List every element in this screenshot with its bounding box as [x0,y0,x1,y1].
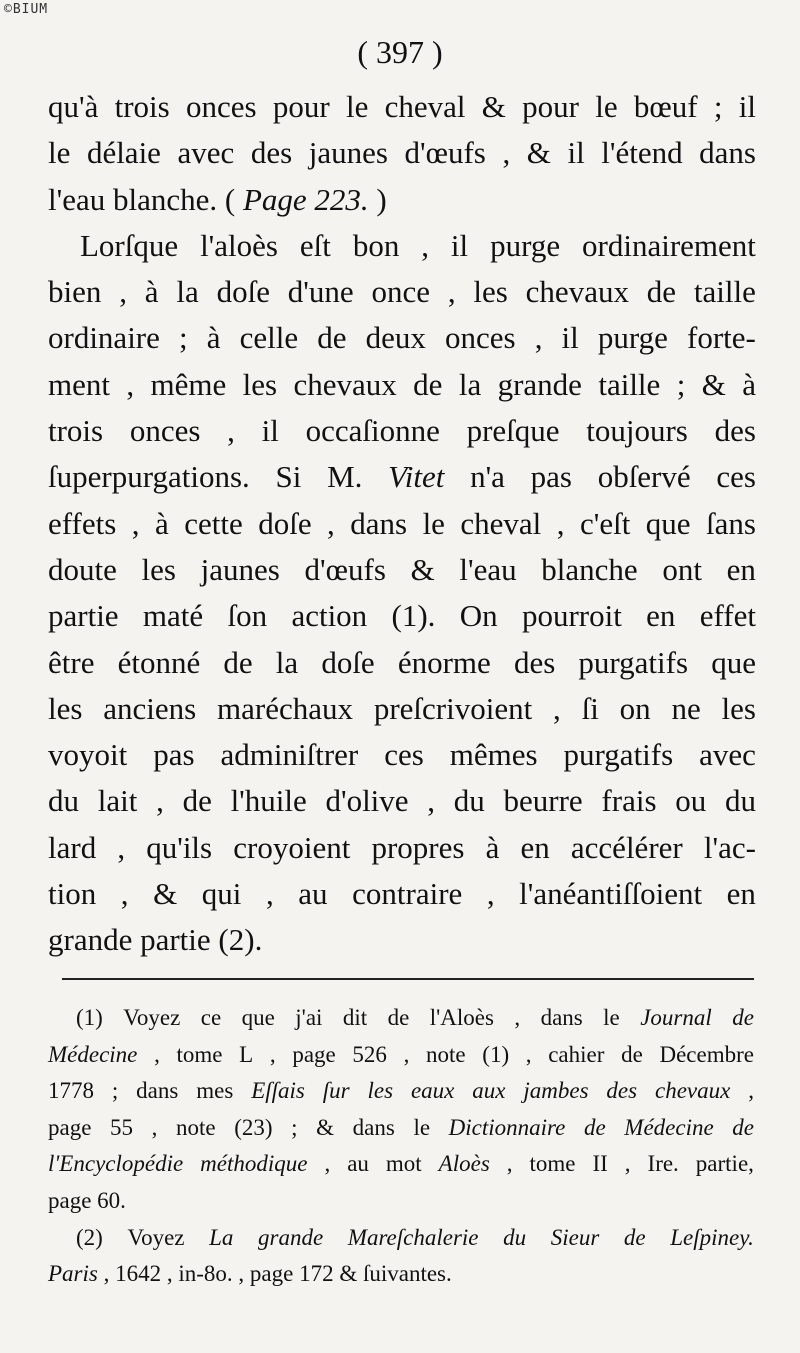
word: (2) [76,1224,103,1250]
text-line [48,362,756,408]
text-line [48,315,756,361]
text-line [48,501,756,547]
word: des [606,1078,638,1104]
word: preſcrivoient [373,690,533,726]
word: occaſionne [305,413,440,449]
word: 1642 [115,1261,162,1287]
word: obſervé [597,459,691,495]
word: à [485,829,500,865]
word: de [182,783,212,819]
word: ; [713,89,723,124]
word: d'œufs [304,551,386,587]
word: trois [48,413,104,449]
word: grande [258,1224,324,1250]
word: , [324,1151,331,1177]
word: on [619,690,651,726]
word: On [459,598,498,634]
word: note [176,1114,216,1140]
word: dans [350,505,408,541]
footnote-divider [62,978,754,980]
word: l'ac- [703,829,756,865]
word: effet [699,598,756,634]
word: page [292,1041,336,1067]
word: du [503,1224,527,1250]
word: ment [48,366,110,402]
footnote-line [48,1110,754,1147]
word: voyoit [48,737,128,773]
word: avec [699,737,756,773]
word: La [209,1224,234,1250]
word: cette [184,505,243,541]
word: les [473,274,508,310]
word: , [525,1041,532,1067]
word: note [426,1041,466,1067]
word: in-8o. [178,1261,233,1287]
word: des [250,135,293,171]
word: partie [48,598,119,634]
word: le [345,89,369,124]
text-line [48,871,756,917]
word: celle [239,320,299,356]
word: l'eau [459,551,517,587]
word: once [371,274,430,310]
word: de [387,1005,410,1030]
word: , [269,1041,276,1067]
word: être [48,644,95,680]
word: que [645,505,691,541]
word: 172 [299,1261,334,1287]
word: mêmes [449,737,538,773]
word: ce [200,1005,222,1030]
text-line [48,640,756,686]
word: en [646,598,676,634]
word: 60. [97,1187,126,1213]
word: jaunes [308,135,388,171]
word: pourroit [521,598,622,634]
word: tome [529,1151,576,1177]
word: ont [662,551,702,587]
word: de [623,1224,646,1250]
word: l'eau [48,181,106,217]
word: & [526,135,551,171]
word: en [726,551,756,587]
word: II [592,1151,608,1177]
word: ; [676,366,686,402]
word: il [567,135,585,171]
word: le [595,89,618,124]
text-line [48,547,756,593]
word: la [176,274,199,310]
word: beurre [503,783,583,819]
word: Médecine [48,1041,138,1067]
word: , [421,227,429,263]
word: le [48,135,71,171]
word: bon [352,227,400,263]
footnote-line [48,1146,754,1183]
word: taille [693,274,756,310]
word: onces [444,320,516,356]
word: qu'ils [146,829,213,865]
word: ſon [227,598,268,634]
word: chevaux [293,366,397,402]
word: de [317,320,347,356]
word: ſans [706,505,756,541]
word: la [458,366,482,402]
word: , [506,1151,513,1177]
word: qui [201,876,242,912]
word: doute [48,551,117,587]
word: il [738,89,756,124]
word: , [502,135,511,171]
word: blanche. [112,181,218,217]
footnote-line [48,1256,754,1293]
word: l'anéantiſſoient [519,876,703,912]
text-line [48,223,756,269]
word: preſque [466,413,560,449]
word: croyoient [233,829,351,865]
word: , [126,366,135,402]
word: Paris [48,1261,98,1287]
word: d'une [287,274,354,310]
word: (2). [218,922,263,958]
word: ſuivantes. [362,1261,452,1287]
word: les [367,1078,394,1104]
word: ces [716,459,756,495]
word: , [624,1151,631,1177]
word: ces [384,737,424,773]
word: & [339,1261,358,1287]
word: de [223,644,253,680]
text-line [48,84,756,130]
word: Aloès [438,1151,490,1177]
word: n'a [470,459,505,495]
word: L [239,1041,254,1067]
word: , [154,1041,160,1067]
word: Si [275,459,302,495]
word: action [291,598,368,634]
word: , [327,505,335,541]
word: (1) [482,1041,510,1067]
watermark: ©BIUM [4,2,49,17]
word: à [206,320,221,356]
word: trois [114,89,170,124]
word: mot [385,1151,422,1177]
word: pour [272,89,330,124]
word: ne [671,690,701,726]
word: & [481,89,506,124]
word: M. [327,459,363,495]
word: effets [48,505,117,541]
word: , [553,690,561,726]
word: ſi [581,690,599,726]
footnote-line [48,1037,754,1074]
word: de [732,1114,754,1140]
word: , [447,274,456,310]
word: j'ai [295,1005,323,1030]
word: Mareſchalerie [347,1224,479,1250]
word: maréchaux [217,690,354,726]
word: lait [97,783,138,819]
word: page [48,1114,92,1140]
footnote-line [48,1073,754,1110]
text-line [48,454,756,500]
word: forte- [687,320,756,356]
word: de [732,1005,754,1030]
text-line [48,917,756,963]
word: jambes [523,1078,589,1104]
word: du [724,783,756,819]
word: c'eſt [579,505,631,541]
word: Médecine [624,1114,714,1140]
word: ſuperpurgations. [48,459,250,495]
word: des [513,644,556,680]
word: purgatifs [563,737,674,773]
word: dans [540,1005,583,1030]
word: maté [142,598,204,634]
text-line [48,593,756,639]
text-line [48,732,756,778]
word: le [603,1005,620,1030]
word: & [701,366,726,402]
word: à [742,366,756,402]
word: les [48,690,83,726]
word: Page [242,181,307,217]
footnote-line [48,1183,754,1220]
text-line [48,269,756,315]
word: ; [179,320,188,356]
page-number: ( 397 ) [357,34,443,70]
word: Voyez [123,1005,181,1030]
word: ordinairement [582,227,756,263]
word: ordinaire [48,320,160,356]
footnote-line [48,1220,754,1257]
word: onces [186,89,257,124]
word: de [413,366,443,402]
word: méthodique [200,1151,308,1177]
word: Lorſque [80,227,179,263]
word: ſur [322,1078,350,1104]
word: Eſſais [251,1078,305,1104]
word: , [486,876,495,912]
word: pour [522,89,579,124]
text-line [48,177,756,223]
word: à [144,274,159,310]
word: au [298,876,328,912]
word: les [242,366,278,402]
word: & [316,1114,335,1140]
word: délaie [86,135,161,171]
word: page [48,1187,92,1213]
word: que [711,644,756,680]
word: & [410,551,435,587]
word: , [238,1261,245,1287]
word: 223. [314,181,369,217]
word: aux [472,1078,506,1104]
word: le [422,505,445,541]
word: partie [140,922,211,958]
word: , [427,783,436,819]
word: eaux [410,1078,455,1104]
word: l'aloès [200,227,278,263]
word: l'huile [230,783,307,819]
word: grande [48,922,133,958]
word: 55 [110,1114,134,1140]
word: de [646,274,677,310]
word: , [748,1078,754,1104]
word: des [714,413,756,449]
text-line [48,686,756,732]
word: dans [136,1078,179,1104]
word: tome [176,1041,223,1067]
word: bœuf [633,89,698,124]
text-line [48,130,756,176]
word: d'œufs [404,135,486,171]
word: anciens [103,690,197,726]
word: pas [530,459,572,495]
word: , [227,413,235,449]
word: de [583,1114,606,1140]
word: doſe [216,274,270,310]
word: eſt [299,227,331,263]
word: & [153,876,178,912]
text-line [48,825,756,871]
word: , [117,829,126,865]
word: doſe [258,505,312,541]
word: ; [291,1114,298,1140]
word: lard [48,829,97,865]
word: 1778 [48,1078,94,1104]
word: les [721,690,756,726]
word: l'étend [601,135,683,171]
word: purge [490,227,561,263]
word: accélérer [570,829,683,865]
word: d'olive [325,783,409,819]
word: , [103,1261,110,1287]
word: , [166,1261,173,1287]
word: du [48,783,79,819]
word: Journal [640,1005,712,1030]
word: pas [153,737,195,773]
word: qu'à [48,89,99,124]
word: partie, [695,1151,754,1177]
word: il [561,320,579,356]
word: cheval [384,89,466,124]
word: Vitet [388,459,445,495]
main-text [48,84,756,964]
word: , [534,320,543,356]
word: énorme [397,644,491,680]
word: , [120,876,129,912]
word: mes [196,1078,234,1104]
word: grande [497,366,582,402]
word: Décembre [659,1041,754,1067]
word: cahier [548,1041,605,1067]
word: ) [376,181,387,217]
word: , [514,1005,521,1030]
word: du [453,783,485,819]
word: purgatifs [578,644,689,680]
word: au [347,1151,369,1177]
word: (23) [234,1114,273,1140]
word: en [520,829,550,865]
word: , [265,876,274,912]
word: ou [675,783,707,819]
word: blanche [541,551,638,587]
word: Leſpiney. [670,1224,754,1250]
word: Dictionnaire [448,1114,566,1140]
word: ; [111,1078,119,1104]
word: Ire. [647,1151,679,1177]
word: chevaux [525,274,629,310]
word: la [275,644,299,680]
word: en [726,876,756,912]
word: deux [365,320,426,356]
word: adminiſtrer [220,737,359,773]
word: étonné [117,644,201,680]
word: , [119,274,127,310]
word: dit [342,1005,368,1030]
word: que [241,1005,275,1030]
word: 526 [352,1041,387,1067]
footnote-line [48,1000,754,1037]
word: , [151,1114,158,1140]
word: dans [352,1114,395,1140]
word: Voyez [127,1224,185,1250]
word: chevaux [654,1078,731,1104]
word: , [156,783,164,819]
word: l'Aloès [429,1005,494,1030]
word: toujours [586,413,688,449]
footnotes [48,1000,754,1293]
word: contraire [352,876,463,912]
word: jaunes [200,551,280,587]
word: cheval [460,505,542,541]
word: , [556,505,565,541]
word: ( [224,181,236,217]
word: (1). [391,598,436,634]
word: frais [601,783,657,819]
word: le [413,1114,431,1140]
word: doſe [321,644,375,680]
word: même [150,366,227,402]
word: purge [597,320,668,356]
word: propres [371,829,465,865]
word: de [621,1041,643,1067]
word: (1) [76,1005,103,1030]
word: il [261,413,279,449]
word: l'Encyclopédie [48,1151,184,1177]
word: tion [48,876,97,912]
word: il [450,227,469,263]
word: onces [129,413,201,449]
word: , [131,505,140,541]
word: avec [177,135,235,171]
text-line [48,408,756,454]
word: taille [598,366,661,402]
word: , [403,1041,410,1067]
word: Sieur [550,1224,600,1250]
word: les [141,551,176,587]
word: bien [48,274,102,310]
text-line [48,778,756,824]
word: à [154,505,169,541]
word: dans [699,135,756,171]
word: page [249,1261,294,1287]
